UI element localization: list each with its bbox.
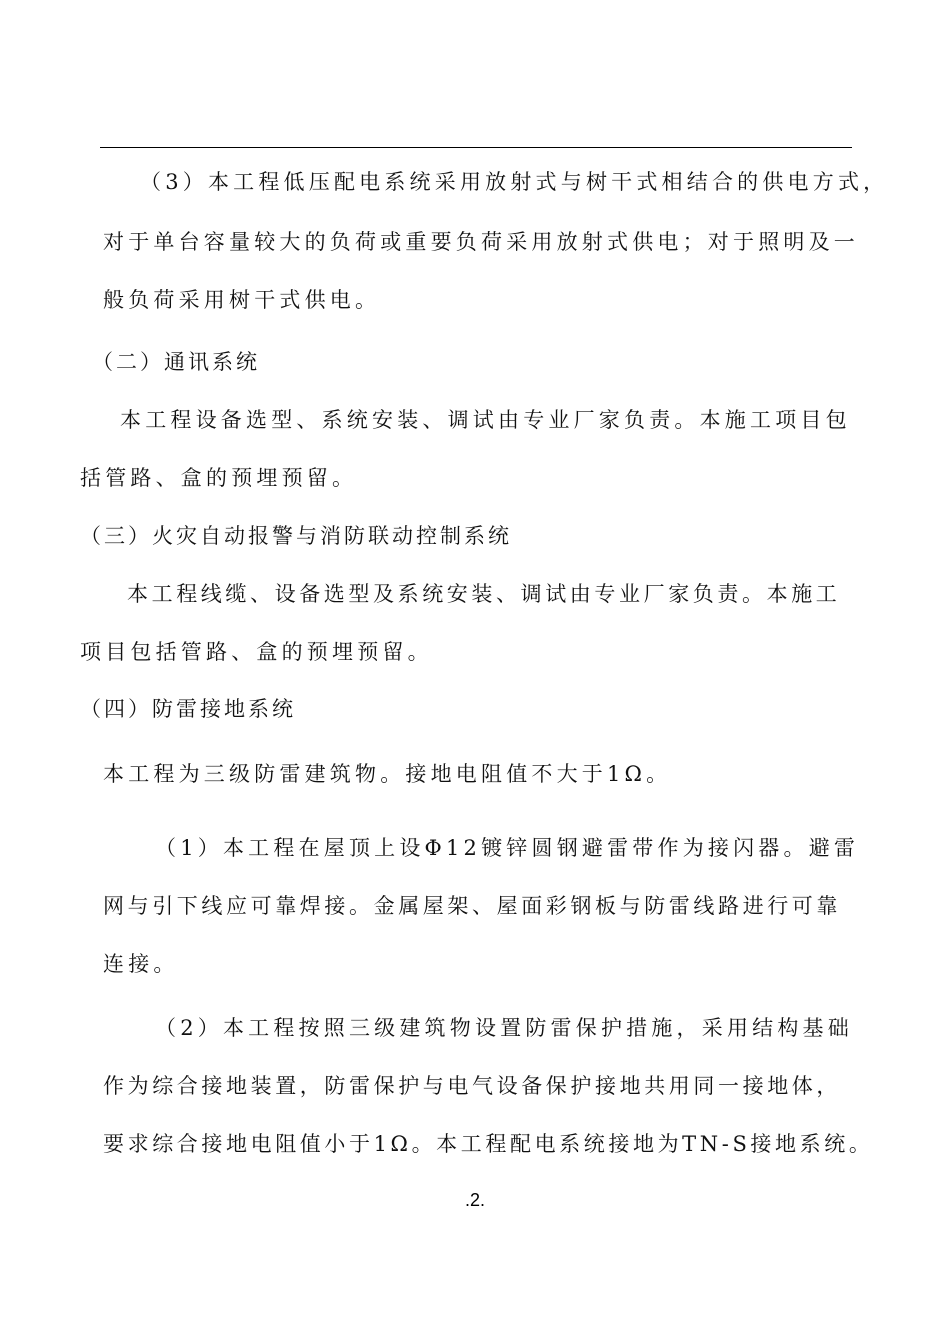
paragraph-3-line-2: 对于单台容量较大的负荷或重要负荷采用放射式供电；对于照明及一 [103, 230, 859, 254]
item-1-line-3: 连接。 [103, 952, 179, 976]
item-2-line-2: 作为综合接地装置，防雷保护与电气设备保护接地共用同一接地体， [103, 1074, 841, 1098]
page-number: .2. [464, 1190, 485, 1210]
section-4-intro: 本工程为三级防雷建筑物。接地电阻值不大于1Ω。 [103, 762, 672, 786]
item-1-line-1: （1）本工程在屋顶上设Φ12镀锌圆钢避雷带作为接闪器。避雷 [155, 836, 860, 860]
paragraph-3-line-1: （3）本工程低压配电系统采用放射式与树干式相结合的供电方式， [140, 170, 889, 194]
paragraph-3-line-3: 般负荷采用树干式供电。 [103, 288, 381, 312]
item-2-line-1: （2）本工程按照三级建筑物设置防雷保护措施，采用结构基础 [155, 1016, 853, 1040]
section-3-body-line-1: 本工程线缆、设备选型及系统安装、调试由专业厂家负责。本施工 [127, 582, 841, 606]
section-heading-lightning-grounding: （四）防雷接地系统 [80, 697, 296, 721]
section-3-body-line-2: 项目包括管路、盒的预埋预留。 [80, 640, 433, 664]
header-rule [100, 147, 852, 148]
item-2-line-3: 要求综合接地电阻值小于1Ω。本工程配电系统接地为TN-S接地系统。 [103, 1132, 874, 1156]
section-heading-communication: （二）通讯系统 [92, 350, 260, 374]
section-2-body-line-1: 本工程设备选型、系统安装、调试由专业厂家负责。本施工项目包 [120, 408, 851, 432]
section-2-body-line-2: 括管路、盒的预埋预留。 [80, 466, 358, 490]
section-heading-fire-alarm: （三）火灾自动报警与消防联动控制系统 [80, 524, 512, 548]
item-1-line-2: 网与引下线应可靠焊接。金属屋架、屋面彩钢板与防雷线路进行可靠 [103, 894, 841, 918]
